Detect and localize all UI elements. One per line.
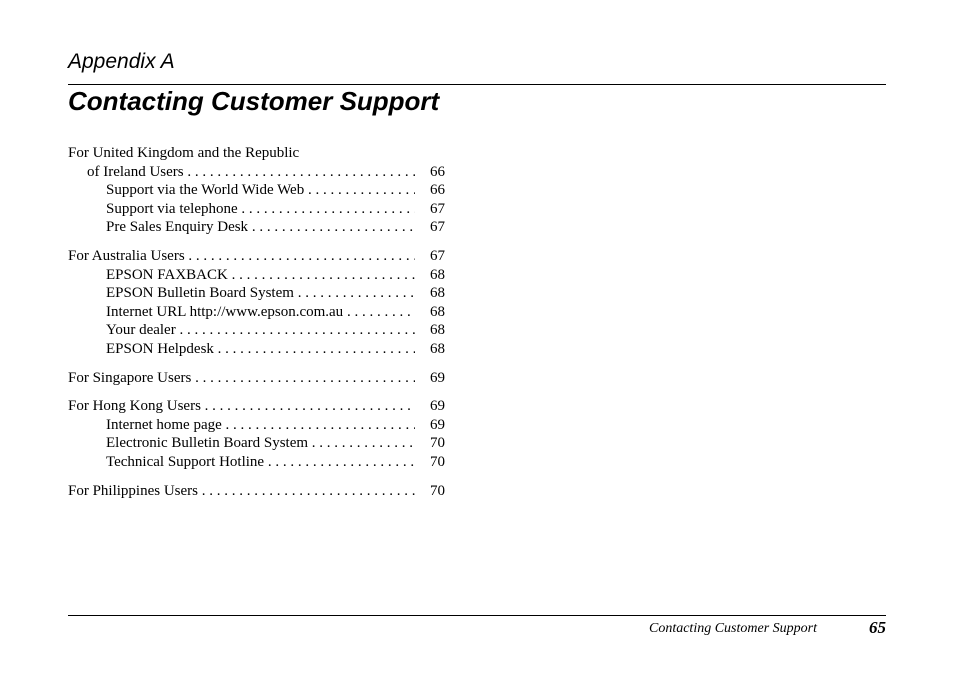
toc-entry-page: 70 xyxy=(430,435,445,452)
toc-entry-au-dealer[interactable] xyxy=(68,321,445,340)
toc-entry-page: 68 xyxy=(430,303,445,320)
toc-entry-page: 68 xyxy=(430,322,445,339)
toc-entry-page: 68 xyxy=(430,266,445,283)
toc-entry-uk[interactable] xyxy=(68,163,445,182)
toc-entry-page: 69 xyxy=(430,398,445,415)
toc-entry-text: For Hong Kong Users . . . xyxy=(68,397,415,416)
toc-entry-text: Internet home page . . . xyxy=(106,416,415,435)
toc-entry-australia[interactable] xyxy=(68,247,445,266)
toc-entry-text: Technical Support Hotline . . . xyxy=(106,453,415,472)
toc-entry-uk-presales[interactable] xyxy=(68,218,445,237)
toc-entry-au-bbs[interactable] xyxy=(68,284,445,303)
toc-entry-uk-heading xyxy=(68,144,445,163)
appendix-label: Appendix A xyxy=(68,50,175,73)
toc-entry-singapore[interactable] xyxy=(68,369,445,388)
toc-entry-page: 66 xyxy=(430,182,445,199)
toc-entry-page: 70 xyxy=(430,482,445,499)
toc-entry-page: 69 xyxy=(430,369,445,386)
toc-entry-uk-telephone[interactable] xyxy=(68,200,445,219)
toc-entry-page: 69 xyxy=(430,416,445,433)
page-title: Contacting Customer Support xyxy=(68,86,440,116)
toc-entry-page: 67 xyxy=(430,219,445,236)
toc-entry-text: Your dealer . . . xyxy=(106,321,415,340)
toc-entry-page: 68 xyxy=(430,340,445,357)
toc-entry-philippines[interactable] xyxy=(68,482,445,501)
table-of-contents xyxy=(68,144,445,500)
toc-entry-text: of Ireland Users . . . xyxy=(87,163,415,182)
toc-entry-text: Support via telephone . . . xyxy=(106,200,415,219)
footer-title: Contacting Customer Support xyxy=(648,621,817,636)
page-number: 65 xyxy=(869,618,886,637)
toc-entry-page: 67 xyxy=(430,200,445,217)
toc-entry-page: 70 xyxy=(430,453,445,470)
toc-entry-page: 68 xyxy=(430,285,445,302)
footer-rule xyxy=(68,615,886,616)
toc-entry-text: Support via the World Wide Web . . . xyxy=(106,181,415,200)
toc-entry-hk-hotline[interactable] xyxy=(68,453,445,472)
toc-entry-au-url[interactable] xyxy=(68,303,445,322)
toc-entry-text: EPSON Bulletin Board System . . . xyxy=(106,284,415,303)
toc-entry-page: 67 xyxy=(430,247,445,264)
toc-entry-uk-web[interactable] xyxy=(68,181,445,200)
toc-entry-au-faxback[interactable] xyxy=(68,266,445,285)
toc-entry-au-helpdesk[interactable] xyxy=(68,340,445,359)
toc-entry-hong-kong[interactable] xyxy=(68,397,445,416)
toc-entry-text: Pre Sales Enquiry Desk . . . xyxy=(106,218,415,237)
toc-entry-page: 66 xyxy=(430,163,445,180)
toc-entry-text: For Australia Users . . . xyxy=(68,247,415,266)
toc-entry-hk-homepage[interactable] xyxy=(68,416,445,435)
toc-entry-text: For United Kingdom and the Republic xyxy=(68,145,300,161)
toc-entry-text: EPSON Helpdesk . . . xyxy=(106,340,415,359)
toc-entry-hk-bbs[interactable] xyxy=(68,434,445,453)
toc-entry-text: EPSON FAXBACK . . . xyxy=(106,266,415,285)
toc-entry-text: For Singapore Users . . . xyxy=(68,369,415,388)
toc-entry-text: Electronic Bulletin Board System . . . xyxy=(106,434,415,453)
toc-entry-text: For Philippines Users . . . xyxy=(68,482,415,501)
toc-entry-text: Internet URL http://www.epson.com.au . . . xyxy=(106,303,415,322)
